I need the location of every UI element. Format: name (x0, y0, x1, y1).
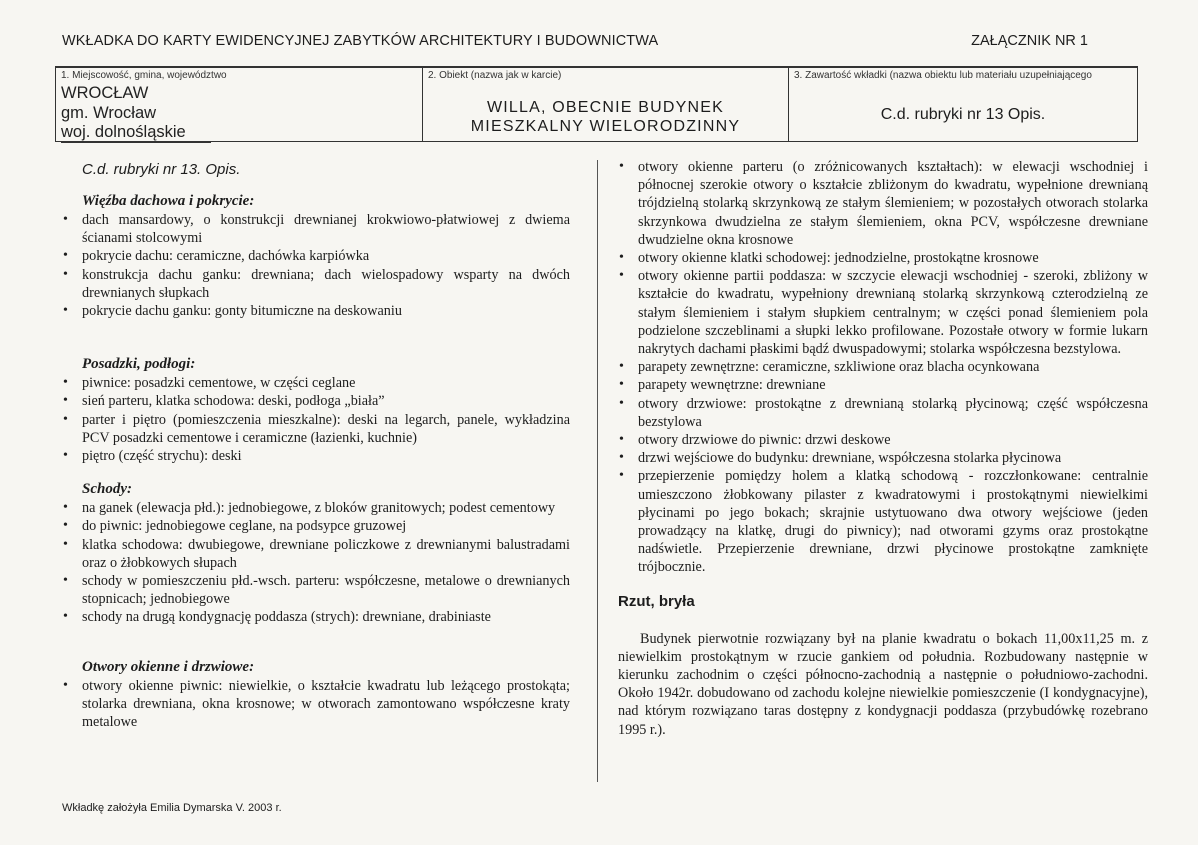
section-title-openings: Otwory okienne i drzwiowe: (82, 658, 255, 675)
list-item: • parter i piętro (pomieszczenia mieszkalne): deski na legarch, panele, wykładzina PCV posadzki cementowe i ceramiczne (łazienki, kuchnie) (62, 411, 570, 447)
list-item: • otwory okienne parteru (o zróżnicowanych kształtach): w elewacji wschodniej i północnej szerokie otwory o kształcie zbliżonym do kwadratu, wypełnione drewnianą trójdzielną stolarką skrzynkową ze stałym ślemieniem; w pozostałych otworach stolarka skrzynkowa dwudzielna ze stałym ślemieniem, okna PCV, współczesne drewniane dwudzielne okna krosnowe (618, 158, 1148, 249)
openings-list (62, 677, 570, 732)
list-item: • na ganek (elewacja płd.): jednobiegowe, z bloków granitowych; podest cementowy (62, 499, 570, 517)
contents-value: C.d. rubryki nr 13 Opis. (880, 106, 1046, 123)
list-item: • otwory drzwiowe do piwnic: drzwi deskowe (618, 431, 1148, 449)
plan-paragraph: Budynek pierwotnie rozwiązany był na planie kwadratu o bokach 11,00x11,25 m. z niewielkim prostokątnym w rzucie gankiem od południa. Rozbudowany następnie w kierunku zachodnim o części północno-zachodnią a następnie o południowo-zachodni. Około 1942r. dobudowano od zachodu kolejne niewielkie pomieszczenie (I kondygnacyjne), nad którym rozwiązano taras dostępny z kondygnacji poddasza (przybudówkę rozebrano 1995 r.). (618, 630, 1148, 738)
location-label: 1. Miejscowość, gmina, województwo (61, 70, 227, 81)
location-cell (56, 68, 422, 141)
location-city: WROCŁAW (61, 84, 149, 102)
object-cell (422, 68, 788, 141)
section-title-floors: Posadzki, podłogi: (82, 356, 196, 373)
column-divider (597, 160, 598, 782)
right-column (618, 158, 1148, 739)
list-item: • sień parteru, klatka schodowa: deski, podłoga „biała” (62, 392, 570, 410)
stairs-list (62, 499, 570, 626)
list-item: • parapety wewnętrzne: drewniane (618, 376, 1148, 394)
section-title-stairs: Schody: (82, 481, 132, 498)
list-item: • otwory drzwiowe: prostokątne z drewnianą stolarką płycinową; część współczesna bezstylowa (618, 395, 1148, 431)
list-item: • schody w pomieszczeniu płd.-wsch. parteru: współczesne, metalowe o drewnianych stopnicach; jednobiegowe (62, 572, 570, 608)
list-item: • przepierzenie pomiędzy holem a klatką schodową - rozczłonkowane: centralnie umieszczono żłobkowany pilaster z kwadratowymi i prostokątnymi niewielkimi płycinami po jego bokach; skrajnie ustytuowano dwa otwory wejściowe (jeden prowadzący na klatkę, drugi do piwnicy); nad otworami gzyms oraz prostokątne nadświetle. Przepierzenie drewniane, drzwi płycinowe prostokątne zamknięte trójbocznie. (618, 467, 1148, 576)
list-item: • konstrukcja dachu ganku: drewniana; dach wielospadowy wsparty na dwóch drewnianych słupkach (62, 266, 570, 302)
list-item: • drzwi wejściowe do budynku: drewniane, współczesna stolarka płycinowa (618, 449, 1148, 467)
list-item: • pokrycie dachu ganku: gonty bitumiczne na deskowaniu (62, 302, 570, 320)
floors-list (62, 374, 570, 465)
location-voivodeship: woj. dolnośląskie (61, 123, 186, 141)
section-title-roof: Więźba dachowa i pokrycie: (82, 193, 255, 209)
object-name-line-1: WILLA, OBECNIE BUDYNEK (486, 99, 725, 116)
list-item: • do piwnic: jednobiegowe ceglane, na podsypce gruzowej (62, 517, 570, 535)
object-label: 2. Obiekt (nazwa jak w karcie) (428, 70, 562, 81)
contents-label: 3. Zawartość wkładki (nazwa obiektu lub materiału uzupełniającego (794, 70, 1092, 81)
annex-label: ZAŁĄCZNIK NR 1 (971, 33, 1088, 49)
list-item: • piętro (część strychu): deski (62, 447, 570, 465)
object-name-line-2: MIESZKALNY WIELORODZINNY (470, 118, 741, 135)
list-item: • pokrycie dachu: ceramiczne, dachówka karpiówka (62, 247, 570, 265)
list-item: • otwory okienne klatki schodowej: jednodzielne, prostokątne krosnowe (618, 249, 1148, 267)
document-title: WKŁADKA DO KARTY EWIDENCYJNEJ ZABYTKÓW ARCHITEKTURY I BUDOWNICTWA (62, 33, 659, 49)
header-table (55, 66, 1138, 142)
footer-note: Wkładkę założyła Emilia Dymarska V. 2003 r. (62, 802, 282, 814)
list-item: • otwory okienne piwnic: niewielkie, o kształcie kwadratu lub leżącego prostokąta; stolarka drewniana, okna krosnowe; w otworach zamontowano współczesne kraty metalowe (62, 677, 570, 732)
list-item: • schody na drugą kondygnację poddasza (strych): drewniane, drabiniaste (62, 608, 570, 626)
location-underline (61, 142, 211, 143)
section-title-plan: Rzut, bryła (618, 592, 695, 610)
list-item: • parapety zewnętrzne: ceramiczne, szkliwione oraz blacha ocynkowana (618, 358, 1148, 376)
openings-continued-list (618, 158, 1148, 577)
left-column (62, 158, 570, 731)
list-item: • klatka schodowa: dwubiegowe, drewniane policzkowe z drewnianymi balustradami oraz o żłobkowych słupach (62, 536, 570, 572)
list-item: • dach mansardowy, o konstrukcji drewnianej krokwiowo-płatwiowej z dwiema ścianami stolcowymi (62, 211, 570, 247)
contents-cell (788, 68, 1137, 141)
column-heading: C.d. rubryki nr 13. Opis. (82, 161, 241, 178)
list-item: • piwnice: posadzki cementowe, w części ceglane (62, 374, 570, 392)
list-item: • otwory okienne partii poddasza: w szczycie elewacji wschodniej - szeroki, zbliżony w kształcie do kwadratu, wypełniony drewnianą stolarką skrzynkową czterodzielną ze stałym ślemieniem i stałym słupkiem centralnym; w części ponad ślemieniem pola podzielone szczeblinami a słupki lekko profilowane. Pozostałe otwory w formie lukarn nakrytych dachami płaskimi bądź dwuspadowymi; stolarka współczesna bezstylowa. (618, 267, 1148, 358)
location-municipality: gm. Wrocław (61, 104, 157, 122)
roof-list (62, 211, 570, 320)
